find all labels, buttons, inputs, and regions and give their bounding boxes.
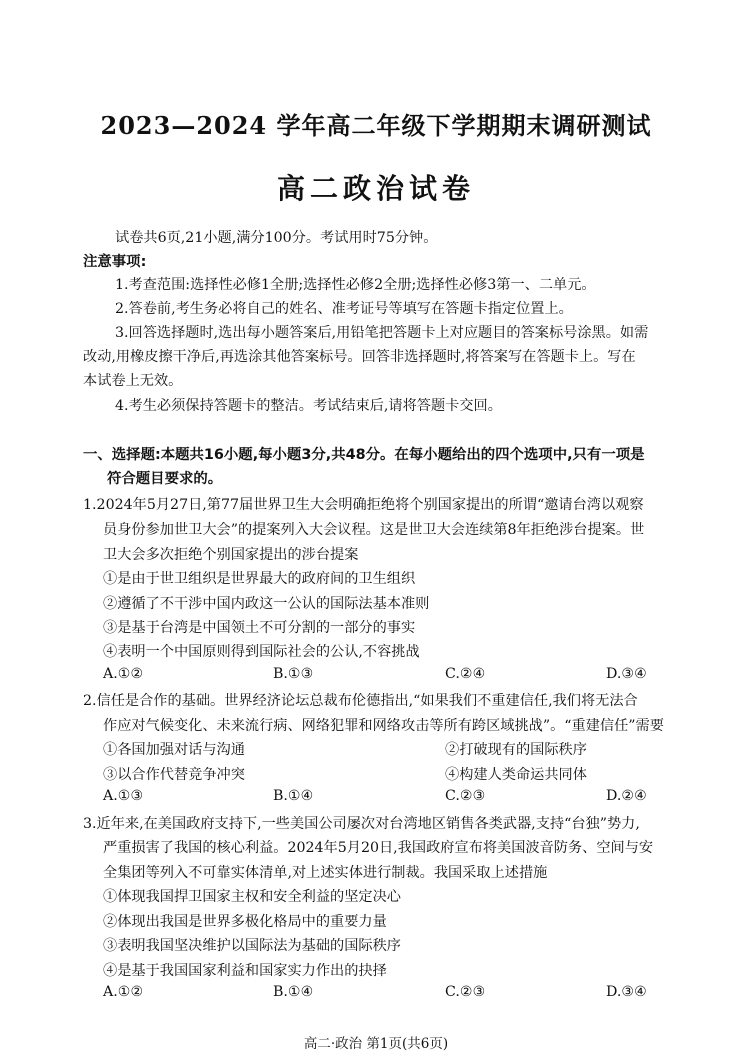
question-2-option-c: C.②③ bbox=[445, 788, 486, 804]
section-heading: 一、选择题:本题共16小题,每小题3分,共48分。在每小题给出的四个选项中,只有一项是 bbox=[83, 447, 645, 463]
question-1-option-b: B.①③ bbox=[273, 666, 314, 682]
question-3-statement: ①体现我国捍卫国家主权和安全利益的坚定决心 bbox=[103, 889, 401, 905]
question-3-statement: ③表明我国坚决维护以国际法为基础的国际秩序 bbox=[103, 938, 401, 954]
question-2-option-b: B.①④ bbox=[273, 788, 314, 804]
question-3-option-a: A.①② bbox=[103, 984, 144, 1000]
question-3-option-b: B.①④ bbox=[273, 984, 314, 1000]
question-3-option-d: D.③④ bbox=[606, 984, 647, 1000]
question-1-statement: ④表明一个中国原则得到国际社会的公认,不容挑战 bbox=[103, 644, 420, 660]
question-1-statement: ①是由于世卫组织是世界最大的政府间的卫生组织 bbox=[103, 571, 416, 587]
question-2-option-a: A.①③ bbox=[103, 788, 144, 804]
question-2-option-d: D.②④ bbox=[606, 788, 647, 804]
section-heading: 符合题目要求的。 bbox=[107, 471, 223, 487]
question-1-statement: ③是基于台湾是中国领土不可分割的一部分的事实 bbox=[103, 620, 416, 636]
question-3-stem: 严重损害了我国的核心利益。2024年5月20日,我国政府宣布将美国波音防务、空间与安 bbox=[103, 840, 654, 856]
question-1-option-d: D.③④ bbox=[606, 666, 647, 682]
question-2-statement: ②打破现有的国际秩序 bbox=[445, 742, 587, 758]
question-2-stem: 2.信任是合作的基础。世界经济论坛总裁布伦德指出,“如果我们不重建信任,我们将无法合 bbox=[83, 693, 638, 709]
notice-heading: 注意事项: bbox=[83, 254, 147, 270]
page-footer: 高二·政治 第1页(共6页) bbox=[303, 1036, 449, 1052]
question-3-stem: 3.近年来,在美国政府支持下,一些美国公司屡次对台湾地区销售各类武器,支持“台独”势力, bbox=[83, 816, 640, 832]
question-2-statement: ①各国加强对话与沟通 bbox=[103, 742, 245, 758]
question-2-statement: ③以合作代替竞争冲突 bbox=[103, 767, 245, 783]
exam-subtitle: 高二政治试卷 bbox=[276, 172, 475, 205]
notice-item: 本试卷上无效。 bbox=[83, 373, 183, 389]
exam-title: 2023—2024 学年高二年级下学期期末调研测试 bbox=[100, 111, 652, 140]
question-3-statement: ④是基于我国国家利益和国家实力作出的抉择 bbox=[103, 963, 387, 979]
notice-item: 4.考生必须保持答题卡的整洁。考试结束后,请将答题卡交回。 bbox=[115, 398, 502, 414]
question-1-option-a: A.①② bbox=[103, 666, 144, 682]
question-3-option-c: C.②③ bbox=[445, 984, 486, 1000]
question-3-statement: ②体现出我国是世界多极化格局中的重要力量 bbox=[103, 914, 387, 930]
question-1-option-c: C.②④ bbox=[445, 666, 486, 682]
question-1-stem: 卫大会多次拒绝个别国家提出的涉台提案 bbox=[103, 547, 359, 563]
notice-item: 改动,用橡皮擦干净后,再选涂其他答案标号。回答非选择题时,将答案写在答题卡上。写在 bbox=[83, 349, 636, 365]
exam-intro: 试卷共6页,21小题,满分100分。考试用时75分钟。 bbox=[115, 230, 438, 246]
notice-item: 3.回答选择题时,选出每小题答案后,用铅笔把答题卡上对应题目的答案标号涂黑。如需 bbox=[115, 325, 649, 341]
question-2-statement: ④构建人类命运共同体 bbox=[445, 767, 587, 783]
question-1-stem: 员身份参加世卫大会”的提案列入大会议程。这是世卫大会连续第8年拒绝涉台提案。世 bbox=[103, 522, 645, 538]
notice-item: 1.考查范围:选择性必修1全册;选择性必修2全册;选择性必修3第一、二单元。 bbox=[115, 277, 596, 293]
question-2-stem: 作应对气候变化、未来流行病、网络犯罪和网络攻击等所有跨区域挑战”。“重建信任”需要 bbox=[103, 718, 664, 734]
question-1-statement: ②遵循了不干涉中国内政这一公认的国际法基本准则 bbox=[103, 596, 430, 612]
question-3-stem: 全集团等列入不可靠实体清单,对上述实体进行制裁。我国采取上述措施 bbox=[103, 865, 548, 881]
notice-item: 2.答卷前,考生务必将自己的姓名、准考证号等填写在答题卡指定位置上。 bbox=[115, 301, 573, 317]
question-1-stem: 1.2024年5月27日,第77届世界卫生大会明确拒绝将个别国家提出的所谓“邀请台湾以观察 bbox=[83, 497, 644, 513]
